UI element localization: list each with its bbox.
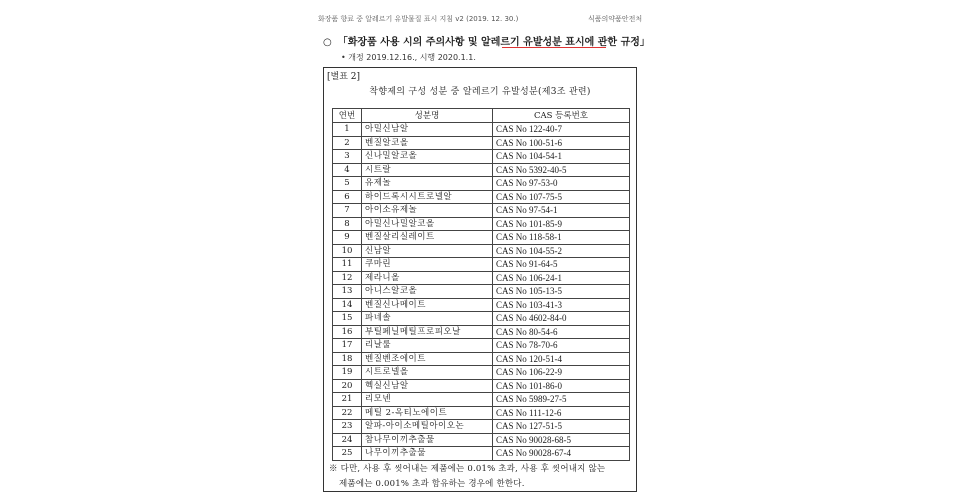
cell-ingredient-name: 참나무이끼추출물: [362, 433, 493, 447]
appendix-caption: 착향제의 구성 성분 중 알레르기 유발성분(제3조 관련): [369, 87, 591, 97]
regulation-title: [323, 33, 650, 48]
cell-ingredient-name: 하이드록시시트로넬알: [362, 190, 493, 204]
cell-ingredient-name: 아니스알코올: [362, 285, 493, 299]
circle-bullet-icon: ○: [323, 37, 332, 48]
footnote-line-2: 제품에는 0.001% 초과 함유하는 경우에 한한다.: [339, 479, 525, 489]
cell-cas-number: CAS No 127-51-5: [493, 420, 630, 434]
cell-number: 5: [333, 177, 362, 191]
cell-cas-number: CAS No 107-75-5: [493, 190, 630, 204]
table-row: [333, 123, 630, 137]
table-row: [333, 244, 630, 258]
cell-cas-number: CAS No 100-51-6: [493, 136, 630, 150]
cell-number: 13: [333, 285, 362, 299]
cell-ingredient-name: 신남알: [362, 244, 493, 258]
table-row: [333, 366, 630, 380]
table-row: [333, 217, 630, 231]
table-row: [333, 204, 630, 218]
table-row: [333, 406, 630, 420]
cell-number: 24: [333, 433, 362, 447]
header-agency: 식품의약품안전처: [588, 15, 643, 23]
cell-ingredient-name: 부틸페닐메틸프로피오날: [362, 325, 493, 339]
table-body: [333, 123, 630, 461]
table-row: [333, 325, 630, 339]
cell-ingredient-name: 유제놀: [362, 177, 493, 191]
table-row: [333, 339, 630, 353]
cell-number: 6: [333, 190, 362, 204]
cell-number: 19: [333, 366, 362, 380]
appendix-box: [323, 67, 637, 492]
cell-number: 2: [333, 136, 362, 150]
cell-ingredient-name: 메틸 2-옥티노에이트: [362, 406, 493, 420]
allergen-table: [332, 108, 630, 461]
cell-cas-number: CAS No 97-54-1: [493, 204, 630, 218]
table-row: [333, 352, 630, 366]
cell-ingredient-name: 시트랄: [362, 163, 493, 177]
footnote: [329, 462, 634, 492]
cell-cas-number: CAS No 101-86-0: [493, 379, 630, 393]
cell-cas-number: CAS No 106-24-1: [493, 271, 630, 285]
cell-number: 18: [333, 352, 362, 366]
appendix-label: [별표 2]: [327, 72, 360, 82]
cell-ingredient-name: 리날룰: [362, 339, 493, 353]
cell-cas-number: CAS No 97-53-0: [493, 177, 630, 191]
table-row: [333, 163, 630, 177]
cell-number: 4: [333, 163, 362, 177]
cell-ingredient-name: 벤질살리실레이트: [362, 231, 493, 245]
highlight-underline: [502, 47, 606, 48]
cell-cas-number: CAS No 105-13-5: [493, 285, 630, 299]
cell-cas-number: CAS No 104-54-1: [493, 150, 630, 164]
cell-number: 12: [333, 271, 362, 285]
cell-cas-number: CAS No 122-40-7: [493, 123, 630, 137]
cell-number: 21: [333, 393, 362, 407]
table-row: [333, 190, 630, 204]
cell-cas-number: CAS No 111-12-6: [493, 406, 630, 420]
table-row: [333, 136, 630, 150]
cell-number: 16: [333, 325, 362, 339]
table-row: [333, 393, 630, 407]
cell-number: 14: [333, 298, 362, 312]
cell-number: 10: [333, 244, 362, 258]
table-row: [333, 231, 630, 245]
column-header-cas: CAS 등록번호: [493, 109, 630, 123]
cell-ingredient-name: 헥실신남알: [362, 379, 493, 393]
table-row: [333, 285, 630, 299]
table-row: [333, 379, 630, 393]
table-row: [333, 258, 630, 272]
cell-ingredient-name: 벤질신나메이트: [362, 298, 493, 312]
cell-ingredient-name: 벤질벤조에이트: [362, 352, 493, 366]
cell-number: 1: [333, 123, 362, 137]
table-row: [333, 298, 630, 312]
cell-number: 22: [333, 406, 362, 420]
cell-cas-number: CAS No 104-55-2: [493, 244, 630, 258]
cell-ingredient-name: 제라니올: [362, 271, 493, 285]
cell-ingredient-name: 파네솔: [362, 312, 493, 326]
cell-cas-number: CAS No 80-54-6: [493, 325, 630, 339]
cell-cas-number: CAS No 90028-67-4: [493, 447, 630, 461]
footnote-line-1: ※ 다만, 사용 후 씻어내는 제품에는 0.01% 초과, 사용 후 씻어내지 않는: [329, 464, 606, 474]
cell-cas-number: CAS No 4602-84-0: [493, 312, 630, 326]
cell-ingredient-name: 나무이끼추출물: [362, 447, 493, 461]
cell-ingredient-name: 쿠마린: [362, 258, 493, 272]
cell-cas-number: CAS No 120-51-4: [493, 352, 630, 366]
cell-number: 9: [333, 231, 362, 245]
table-row: [333, 177, 630, 191]
cell-ingredient-name: 아밀신나밀알코올: [362, 217, 493, 231]
cell-cas-number: CAS No 106-22-9: [493, 366, 630, 380]
revision-date: • 개정 2019.12.16., 시행 2020.1.1.: [341, 53, 476, 62]
cell-cas-number: CAS No 91-64-5: [493, 258, 630, 272]
cell-cas-number: CAS No 5392-40-5: [493, 163, 630, 177]
cell-number: 11: [333, 258, 362, 272]
cell-cas-number: CAS No 78-70-6: [493, 339, 630, 353]
cell-cas-number: CAS No 5989-27-5: [493, 393, 630, 407]
table-row: [333, 447, 630, 461]
column-header-number: 연번: [333, 109, 362, 123]
cell-ingredient-name: 벤질알코올: [362, 136, 493, 150]
cell-cas-number: CAS No 103-41-3: [493, 298, 630, 312]
table-row: [333, 420, 630, 434]
cell-number: 7: [333, 204, 362, 218]
table-row: [333, 433, 630, 447]
cell-ingredient-name: 알파-아이소메틸아이오논: [362, 420, 493, 434]
header-guideline-title: 화장품 향료 중 알레르기 유발물질 표시 지침 v2 (2019. 12. 30.): [318, 15, 519, 23]
cell-ingredient-name: 신나밀알코올: [362, 150, 493, 164]
cell-number: 17: [333, 339, 362, 353]
table-header-row: [333, 109, 630, 123]
table-row: [333, 150, 630, 164]
cell-cas-number: CAS No 90028-68-5: [493, 433, 630, 447]
cell-number: 15: [333, 312, 362, 326]
cell-number: 23: [333, 420, 362, 434]
cell-cas-number: CAS No 101-85-9: [493, 217, 630, 231]
cell-number: 25: [333, 447, 362, 461]
cell-number: 8: [333, 217, 362, 231]
table-row: [333, 312, 630, 326]
cell-ingredient-name: 시트로넬올: [362, 366, 493, 380]
cell-number: 3: [333, 150, 362, 164]
cell-ingredient-name: 리모넨: [362, 393, 493, 407]
column-header-name: 성분명: [362, 109, 493, 123]
cell-number: 20: [333, 379, 362, 393]
table-row: [333, 271, 630, 285]
cell-ingredient-name: 아이소유제놀: [362, 204, 493, 218]
regulation-title-text: 「화장품 사용 시의 주의사항 및 알레르기 유발성분 표시에 관한 규정」: [337, 37, 650, 48]
cell-ingredient-name: 아밀신남알: [362, 123, 493, 137]
cell-cas-number: CAS No 118-58-1: [493, 231, 630, 245]
